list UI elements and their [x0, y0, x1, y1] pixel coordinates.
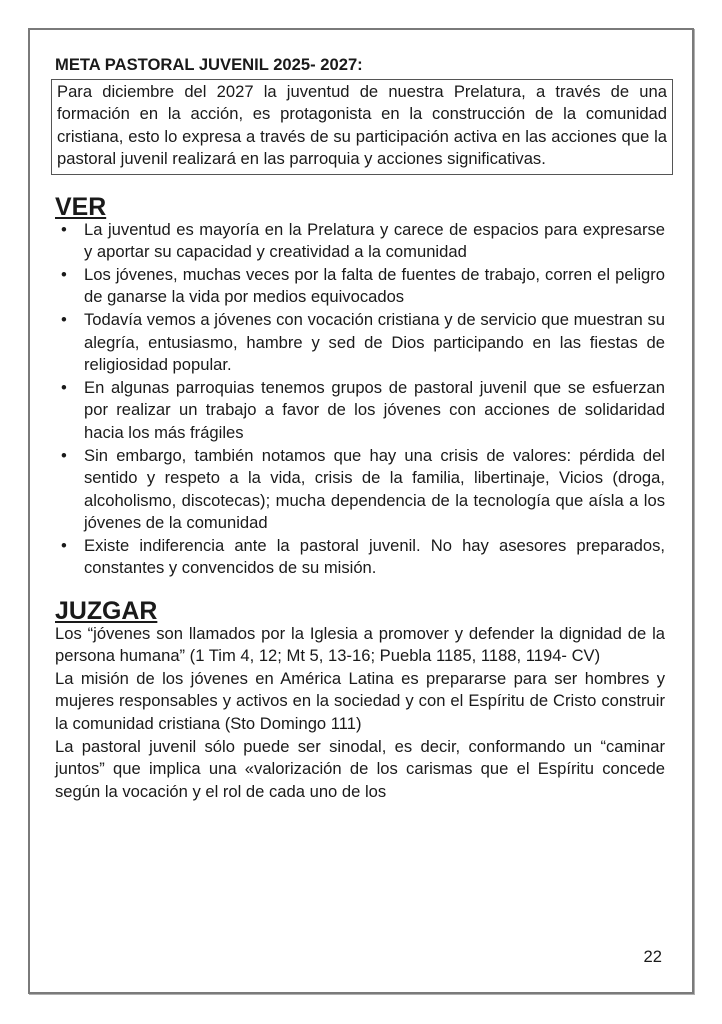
bullet-icon: • [61, 264, 67, 284]
ver-list-item [55, 445, 665, 535]
meta-title: META PASTORAL JUVENIL 2025- 2027: [55, 55, 363, 74]
ver-list [55, 219, 665, 581]
bullet-icon: • [61, 219, 67, 239]
page-number: 22 [643, 947, 662, 966]
ver-item-text: En algunas parroquias tenemos grupos de pastoral juvenil que se esfuerzan por realizar un trabajo a favor de los jóvenes con acciones de solidaridad hacia los más frágiles [84, 377, 665, 442]
ver-list-item [55, 219, 665, 264]
ver-item-text: Existe indiferencia ante la pastoral juvenil. No hay asesores preparados, constantes y convencidos de su misión. [84, 535, 665, 578]
bullet-icon: • [61, 445, 67, 465]
juzgar-paragraph: La pastoral juvenil sólo puede ser sinodal, es decir, conformando un “caminar juntos” que implica una «valorización de los carismas que el Espíritu concede según la vocación y el rol de cada uno de los [55, 736, 665, 801]
ver-list-item [55, 264, 665, 309]
juzgar-heading: JUZGAR [55, 597, 158, 626]
ver-list-item [55, 377, 665, 445]
bullet-icon: • [61, 309, 67, 329]
ver-item-text: Los jóvenes, muchas veces por la falta de fuentes de trabajo, corren el peligro de ganarse la vida por medios equivocados [84, 264, 665, 307]
ver-item-text: La juventud es mayoría en la Prelatura y carece de espacios para expresarse y aportar su capacidad y creatividad a la comunidad [84, 219, 665, 262]
meta-goal-box [51, 79, 673, 175]
juzgar-paragraph: La misión de los jóvenes en América Latina es prepararse para ser hombres y mujeres responsables y activos en la sociedad y con el Espíritu de Cristo construir la comunidad cristiana (Sto Domingo 111) [55, 668, 665, 734]
ver-list-item [55, 309, 665, 377]
ver-list-item [55, 535, 665, 580]
ver-heading: VER [55, 192, 107, 221]
meta-goal-text: Para diciembre del 2027 la juventud de nuestra Prelatura, a través de una formación en la acción, es protagonista en la construcción de la comunidad cristiana, esto lo expresa a través de su participación activa en las acciones que la pastoral juvenil realizará en las parroquia y acciones significativas. [57, 81, 667, 169]
juzgar-paragraph: Los “jóvenes son llamados por la Iglesia a promover y defender la dignidad de la persona humana” (1 Tim 4, 12; Mt 5, 13-16; Puebla 1185, 1188, 1194- CV) [55, 623, 665, 666]
bullet-icon: • [61, 377, 67, 397]
page-content [55, 54, 665, 803]
ver-item-text: Todavía vemos a jóvenes con vocación cristiana y de servicio que muestran su alegría, entusiasmo, hambre y sed de Dios participando en las fiestas de religiosidad popular. [84, 309, 665, 375]
bullet-icon: • [61, 535, 67, 555]
ver-item-text: Sin embargo, también notamos que hay una crisis de valores: pérdida del sentido y respeto a la vida, crisis de la familia, libertinaje, Vicios (droga, alcoholismo, discotecas); mucha dependencia de la tecnología que aísla a los jóvenes de la comunidad [84, 445, 665, 533]
